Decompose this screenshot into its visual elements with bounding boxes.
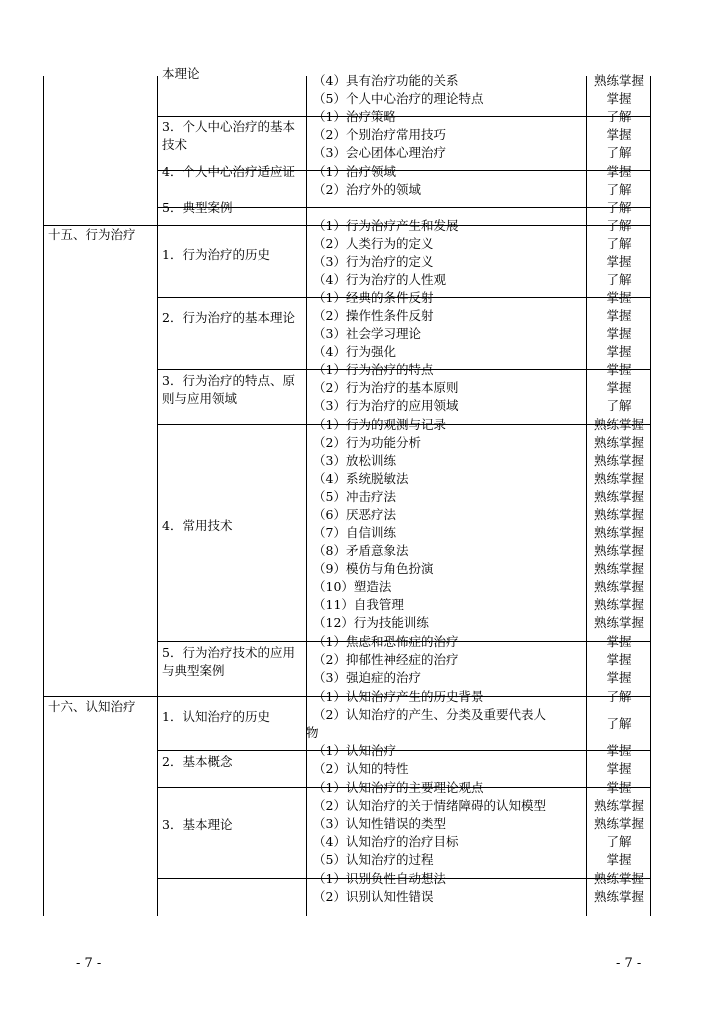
- requirement-level: 掌握: [606, 380, 632, 395]
- item-text: （2）认知的特性: [313, 761, 409, 776]
- requirement-level: 掌握: [606, 308, 632, 323]
- subsection-label: 2．行为治疗的基本理论: [162, 310, 295, 325]
- requirement-level: 掌握: [606, 852, 632, 867]
- requirement-level: 熟练掌握: [593, 543, 644, 558]
- requirement-level: 了解: [606, 398, 632, 413]
- requirement-level: 掌握: [606, 91, 632, 106]
- subsection-label: 3．个人中心治疗的基本技术: [162, 119, 295, 152]
- requirement-level: 熟练掌握: [593, 489, 644, 504]
- item-text: （3）行为治疗的应用领域: [313, 398, 459, 413]
- item-text: （3）会心团体心理治疗: [313, 145, 446, 160]
- requirement-level: 掌握: [606, 127, 632, 142]
- item-text: （4）行为强化: [313, 344, 396, 359]
- requirement-level: 掌握: [606, 326, 632, 341]
- requirement-level: 掌握: [606, 743, 632, 758]
- item-text: （1）行为治疗产生和发展: [313, 218, 459, 233]
- item-text: （7）自信训练: [313, 525, 396, 540]
- requirement-level: 掌握: [606, 254, 632, 269]
- subsection-label: 4．个人中心治疗适应证: [162, 164, 295, 179]
- requirement-level: 熟练掌握: [593, 73, 644, 88]
- item-text: （2）人类行为的定义: [313, 236, 434, 251]
- item-text: （3）强迫症的治疗: [313, 670, 421, 685]
- item-text: （5）个人中心治疗的理论特点: [313, 91, 484, 106]
- page-number-right: - 7 -: [616, 956, 642, 971]
- row-divider: [157, 750, 651, 751]
- item-text: （1）认知治疗: [313, 743, 396, 758]
- item-text: （1）行为的观测与记录: [313, 417, 446, 432]
- row-divider: [157, 116, 651, 117]
- item-text: （2）治疗外的领域: [313, 182, 421, 197]
- requirement-level: 了解: [606, 272, 632, 287]
- requirement-level: 了解: [606, 182, 632, 197]
- item-text: （2）行为治疗的基本原则: [313, 380, 459, 395]
- item-text: （3）行为治疗的定义: [313, 254, 434, 269]
- item-text: （5）认知治疗的过程: [313, 852, 434, 867]
- item-text: （1）识别负性自动想法: [313, 871, 446, 886]
- requirement-level: 掌握: [606, 761, 632, 776]
- item-text: （2）操作性条件反射: [313, 308, 434, 323]
- item-text: （2）识别认知性错误: [313, 889, 434, 904]
- requirement-level: 熟练掌握: [593, 579, 644, 594]
- topic-label: 十五、行为治疗: [48, 227, 136, 242]
- requirement-level: 熟练掌握: [593, 615, 644, 630]
- requirement-level: 熟练掌握: [593, 561, 644, 576]
- requirement-level: 熟练掌握: [593, 453, 644, 468]
- subsection-label: 2．基本概念: [162, 754, 233, 769]
- item-text: （4）具有治疗功能的关系: [313, 73, 459, 88]
- requirement-level: 了解: [606, 218, 632, 233]
- subsection-label: 1．行为治疗的历史: [162, 247, 270, 262]
- requirement-level: 熟练掌握: [593, 798, 644, 813]
- item-text: （2）行为功能分析: [313, 435, 421, 450]
- item-text: （12）行为技能训练: [313, 615, 429, 630]
- requirement-level: 了解: [606, 236, 632, 251]
- requirement-level: 掌握: [606, 634, 632, 649]
- item-text: （1）治疗领域: [313, 164, 396, 179]
- item-text: （6）厌恶疗法: [313, 507, 396, 522]
- requirement-level: 熟练掌握: [593, 471, 644, 486]
- item-text: （5）冲击疗法: [313, 489, 396, 504]
- subsection-label: 4．常用技术: [162, 518, 233, 533]
- item-text: （1）焦虑和恐怖症的治疗: [313, 634, 459, 649]
- subsection-label: 5．典型案例: [162, 200, 233, 215]
- item-text: （1）认知治疗产生的历史背景: [313, 689, 484, 704]
- item-text: （1）认知治疗的主要理论观点: [313, 780, 484, 795]
- item-text: （3）认知性错误的类型: [313, 816, 446, 831]
- item-text: （4）系统脱敏法: [313, 471, 409, 486]
- requirement-level: 了解: [606, 145, 632, 160]
- requirement-level: 熟练掌握: [593, 816, 644, 831]
- requirement-level: 了解: [606, 834, 632, 849]
- table-border-left: [43, 76, 44, 916]
- requirement-level: 掌握: [606, 362, 632, 377]
- requirement-level: 熟练掌握: [593, 597, 644, 612]
- item-text: （11）自我管理: [313, 597, 404, 612]
- item-text: （4）行为治疗的人性观: [313, 272, 446, 287]
- item-text: （2）认知治疗的关于情绪障碍的认知模型: [313, 798, 546, 813]
- topic-label: 十六、认知治疗: [48, 699, 136, 714]
- item-text: （2）个别治疗常用技巧: [313, 127, 446, 142]
- subsection-label: 1．认知治疗的历史: [162, 709, 270, 724]
- subsection-label: 5．行为治疗技术的应用与典型案例: [162, 645, 295, 678]
- requirement-level: 掌握: [606, 164, 632, 179]
- item-text: （10）塑造法: [313, 579, 392, 594]
- item-text: （1）行为治疗的特点: [313, 362, 434, 377]
- table-border-col1: [157, 76, 158, 916]
- requirement-level: 熟练掌握: [593, 417, 644, 432]
- requirement-level: 熟练掌握: [593, 871, 644, 886]
- requirement-level: 掌握: [606, 780, 632, 795]
- subsection-label: 本理论: [162, 66, 200, 81]
- requirement-level: 掌握: [606, 344, 632, 359]
- subsection-label: 3．行为治疗的特点、原则与应用领域: [162, 373, 295, 406]
- table-border-right: [650, 76, 651, 916]
- subsection-label: 3．基本理论: [162, 817, 233, 832]
- requirement-level: 熟练掌握: [593, 889, 644, 904]
- requirement-level: 掌握: [606, 290, 632, 305]
- requirement-level: 掌握: [606, 652, 632, 667]
- requirement-level: 了解: [606, 200, 632, 215]
- item-text: （3）放松训练: [313, 453, 396, 468]
- requirement-level: 了解: [606, 716, 632, 731]
- requirement-level: 了解: [606, 109, 632, 124]
- table-border-col3: [586, 76, 587, 916]
- item-text: （9）模仿与角色扮演: [313, 561, 434, 576]
- item-text: （8）矛盾意象法: [313, 543, 409, 558]
- item-text: （3）社会学习理论: [313, 326, 421, 341]
- requirement-level: 了解: [606, 689, 632, 704]
- page-number-left: - 7 -: [76, 956, 102, 971]
- item-text: （1）经典的条件反射: [313, 290, 434, 305]
- item-text: （2）认知治疗的产生、分类及重要代表人: [313, 707, 546, 722]
- item-text: （1）治疗策略: [313, 109, 396, 124]
- item-text: （2）抑郁性神经症的治疗: [313, 652, 459, 667]
- item-text-continued: 物: [306, 725, 319, 740]
- requirement-level: 熟练掌握: [593, 507, 644, 522]
- requirement-level: 熟练掌握: [593, 435, 644, 450]
- table-border-col2: [306, 76, 307, 916]
- requirement-level: 熟练掌握: [593, 525, 644, 540]
- item-text: （4）认知治疗的治疗目标: [313, 834, 459, 849]
- requirement-level: 掌握: [606, 670, 632, 685]
